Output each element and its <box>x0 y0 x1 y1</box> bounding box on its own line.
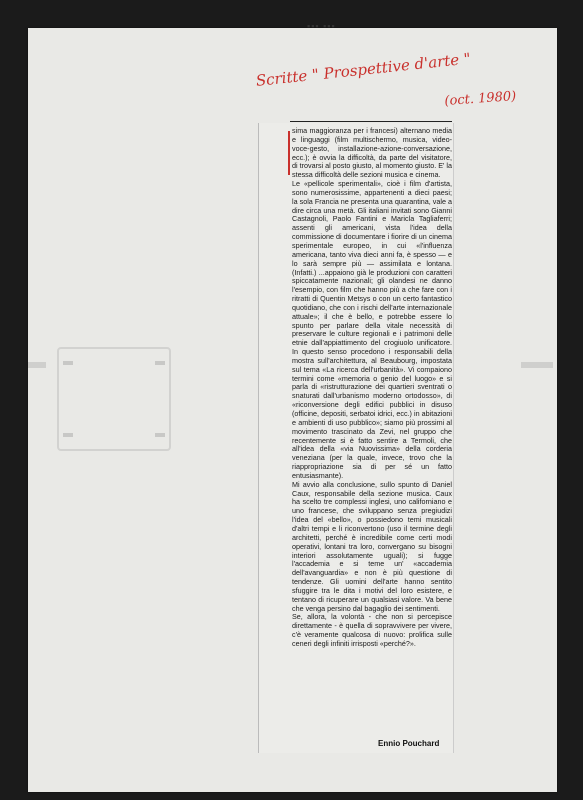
frame-tab <box>63 433 73 437</box>
handwritten-date: (oct. 1980) <box>444 88 517 109</box>
top-clipped-mark: ▪▪▪ ▪▪▪ <box>307 22 336 31</box>
article-paragraph-2: Le «pellicole sperimentali», cioè i film d'artista, sono numerosissime, appartenenti a dieci paesi; la sola Francia ne presenta una quarantina, vale a dire circa una metà. Gli italiani invitati sono Gianni Castagnoli, Paolo Fantini e Maricla Tagliaferri; assenti gli americani, vista l'idea della commissione di documentare i fiorire di un cinema sperimentale europeo, in cui «l'influenza americana, tanto viva dieci anni fa, è spesso — e lo sarà sempre più — assimilata e lontana. (Infatti.) ...appaiono già le produzioni con caratteri spiccatamente nazionali; gli olandesi ne danno l'esempio, con film che hanno più a che fare con i ritratti di Quentin Metsys o con un certo fantastico quotidiano, che con i rischi dell'arte internazionale attuale»; il che è bello, e potrebbe essere lo spunto per parlare della vitale necessità di preservare le culture regionali e i patrimoni delle etnie dall'appiattimento del crogiuolo unificatore. In questo senso procedono i responsabili della mostra sull'architettura, al Beaubourg, impostata sul tema «La ricerca dell'urbanità». Vi compaiono termini come «memoria o genio del luogo» e si parla di «ristrutturazione dei quartieri sventrati o snaturati dall'urbanismo moderno ortodosso», di «riconversione degli edifici pubblici in disuso (officine, depositi, serbatoi idrici, ecc.) in abitazioni e ambienti di uso pubblico»; siamo più prossimi al movimento trascinato da Zevi, nel gruppo che recentemente si è fatto sentire a Termoli, che all'idea della «via Nuovissima» della corderia veneziana (per la quale, invece, trovo che la riappropriazione sia di per sé un fatto entusiasmante). <box>292 179 452 480</box>
frame-tab <box>63 361 73 365</box>
article-author: Ennio Pouchard <box>378 739 440 748</box>
frame-tab <box>155 361 165 365</box>
faded-frame-mark <box>57 347 171 451</box>
frame-tab <box>155 433 165 437</box>
column-top-rule <box>290 121 452 122</box>
article-paragraph-1: sima maggioranza per i francesi) alternano media e linguaggi (film multischermo, musica, video-voce-gesto, installazione-azione-conversazione, ecc.); è ovvia la difficoltà, da parte del visitatore, di trovarsi al posto giusto, al momento giusto. E' la stessa difficoltà delle sezioni musica e cinema. <box>292 126 452 180</box>
article-paragraph-4: Se, allora, la volontà - che non si percepisce direttamente - è quella di sopravvivere per vivere, c'è veramente qualcosa di nuovo: prolifica sulle ceneri degli infiniti irrisposti «perché?». <box>292 612 452 648</box>
left-edge-mark <box>28 362 46 368</box>
handwritten-note: Scritte " Prospettive d'arte " <box>255 49 472 90</box>
article-paragraph-3: Mi avvio alla conclusione, sullo spunto di Daniel Caux, responsabile della sezione musica. Caux ha scelto tre complessi inglesi, uno californiano e uno francese, che sviluppano senza pregiudizi l'idea del «bello», o possiedono temi musicali d'altri tempi e li riconvertono (uso il termine degli architetti, perché è incredibile come certi modi operativi, lontani tra loro, convergano su bisogni interiori assolutamente uguali); si fugge l'accademia e si teme un' «accademia dell'avanguardia» e non è più questione di tendenze. Gli uomini dell'arte hanno sentito sfuggire tra le dita i motivi del loro esistere, e tentano di ricuperare un qualsiasi valore. Va bene che venga persino dal bagaglio dei sentimenti. <box>292 479 452 613</box>
red-margin-mark <box>288 131 290 175</box>
article-text <box>292 127 452 649</box>
right-edge-mark <box>521 362 553 368</box>
